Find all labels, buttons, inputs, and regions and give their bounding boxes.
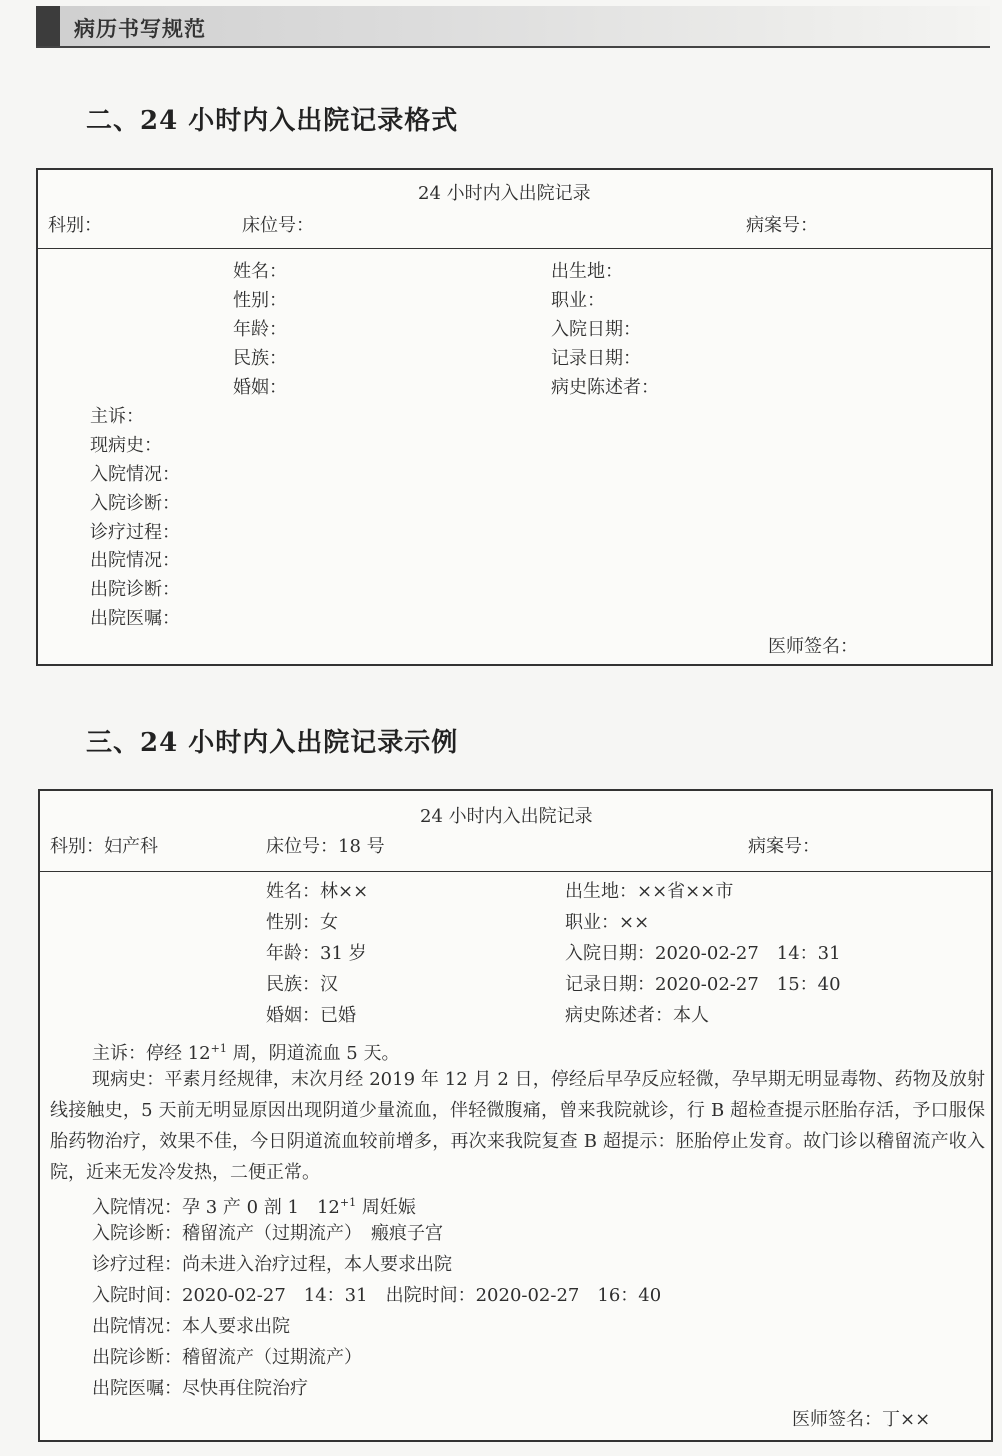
occupation-value: 职业：×× bbox=[565, 912, 650, 933]
name-value: 姓名：林×× bbox=[266, 881, 369, 902]
record-title: 24 小时内入出院记录 bbox=[420, 806, 593, 827]
discharge-status: 出院情况：本人要求出院 bbox=[92, 1316, 290, 1337]
item-admission-status: 入院情况： bbox=[90, 464, 180, 485]
admission-diagnosis: 入院诊断：稽留流产（过期流产） 瘢痕子宫 bbox=[92, 1223, 443, 1244]
record-date-field: 记录日期： bbox=[551, 348, 641, 369]
signature-label: 医师签名： bbox=[768, 636, 858, 657]
bed-label: 床位号： bbox=[242, 215, 314, 236]
bed-value: 床位号：18 号 bbox=[266, 836, 385, 857]
item-discharge-orders: 出院医嘱： bbox=[90, 608, 180, 629]
admission-date-value: 入院日期：2020-02-27 14：31 bbox=[565, 943, 841, 964]
example-form bbox=[38, 789, 993, 1442]
marital-value: 婚姻：已婚 bbox=[266, 1005, 356, 1026]
item-history: 现病史： bbox=[90, 435, 162, 456]
item-treatment: 诊疗过程： bbox=[90, 522, 180, 543]
item-chief-complaint: 主诉： bbox=[90, 406, 144, 427]
signature: 医师签名：丁×× bbox=[792, 1409, 931, 1430]
discharge-diagnosis: 出院诊断：稽留流产（过期流产） bbox=[92, 1347, 362, 1368]
birthplace-field: 出生地： bbox=[551, 261, 623, 282]
item-discharge-diagnosis: 出院诊断： bbox=[90, 579, 180, 600]
chief-complaint: 主诉：停经 $12^{+1}$ 周，阴道流血 5 天。 bbox=[92, 1042, 400, 1064]
page-header bbox=[36, 6, 990, 48]
section-2-title: 二、24 小时内入出院记录格式 bbox=[86, 106, 459, 136]
format-form bbox=[36, 168, 993, 666]
admission-discharge-times: 入院时间：2020-02-27 14：31 出院时间：2020-02-27 16：40 bbox=[92, 1285, 662, 1306]
age-field: 年龄： bbox=[233, 319, 287, 340]
record-date-value: 记录日期：2020-02-27 15：40 bbox=[565, 974, 841, 995]
birthplace-value: 出生地：××省××市 bbox=[565, 881, 734, 902]
name-field: 姓名： bbox=[233, 261, 287, 282]
ethnicity-value: 民族：汉 bbox=[266, 974, 338, 995]
section-3-title: 三、24 小时内入出院记录示例 bbox=[86, 728, 459, 758]
dept-value: 科别：妇产科 bbox=[50, 836, 158, 857]
informant-value: 病史陈述者：本人 bbox=[565, 1005, 709, 1026]
case-number-label: 病案号： bbox=[746, 215, 818, 236]
sex-value: 性别：女 bbox=[266, 912, 338, 933]
admission-status: 入院情况：孕 3 产 0 剖 1 $12^{+1}$ 周妊娠 bbox=[92, 1196, 416, 1218]
ethnicity-field: 民族： bbox=[233, 348, 287, 369]
divider bbox=[40, 871, 991, 872]
age-value: 年龄：31 岁 bbox=[266, 943, 367, 964]
divider bbox=[38, 248, 991, 249]
informant-field: 病史陈述者： bbox=[551, 377, 659, 398]
dept-label: 科别： bbox=[48, 215, 102, 236]
record-title: 24 小时内入出院记录 bbox=[418, 183, 591, 204]
header-title: 病历书写规范 bbox=[74, 17, 206, 41]
case-number-label: 病案号： bbox=[748, 836, 820, 857]
marital-field: 婚姻： bbox=[233, 377, 287, 398]
header-marker bbox=[36, 6, 60, 46]
present-history: 现病史：平素月经规律，末次月经 2019 年 12 月 2 日，停经后早孕反应轻微，孕早期无明显毒物、药物及放射线接触史，5 天前无明显原因出现阴道少量流血，伴轻微腹痛，曾来我院就诊，行 B 超检查提示胚胎存活，予口服保胎药物治疗，效果不佳，今日阴道流血较前增多，再次来我院复查 B 超提示：胚胎停止发育。故门诊以稽留流产收入院，近来无发冷发热，二便正常。 bbox=[50, 1069, 985, 1183]
item-admission-diagnosis: 入院诊断： bbox=[90, 493, 180, 514]
treatment-course: 诊疗过程：尚未进入治疗过程，本人要求出院 bbox=[92, 1254, 452, 1275]
sex-field: 性别： bbox=[233, 290, 287, 311]
discharge-orders: 出院医嘱：尽快再住院治疗 bbox=[92, 1378, 308, 1399]
admission-date-field: 入院日期： bbox=[551, 319, 641, 340]
occupation-field: 职业： bbox=[551, 290, 605, 311]
item-discharge-status: 出院情况： bbox=[90, 550, 180, 571]
